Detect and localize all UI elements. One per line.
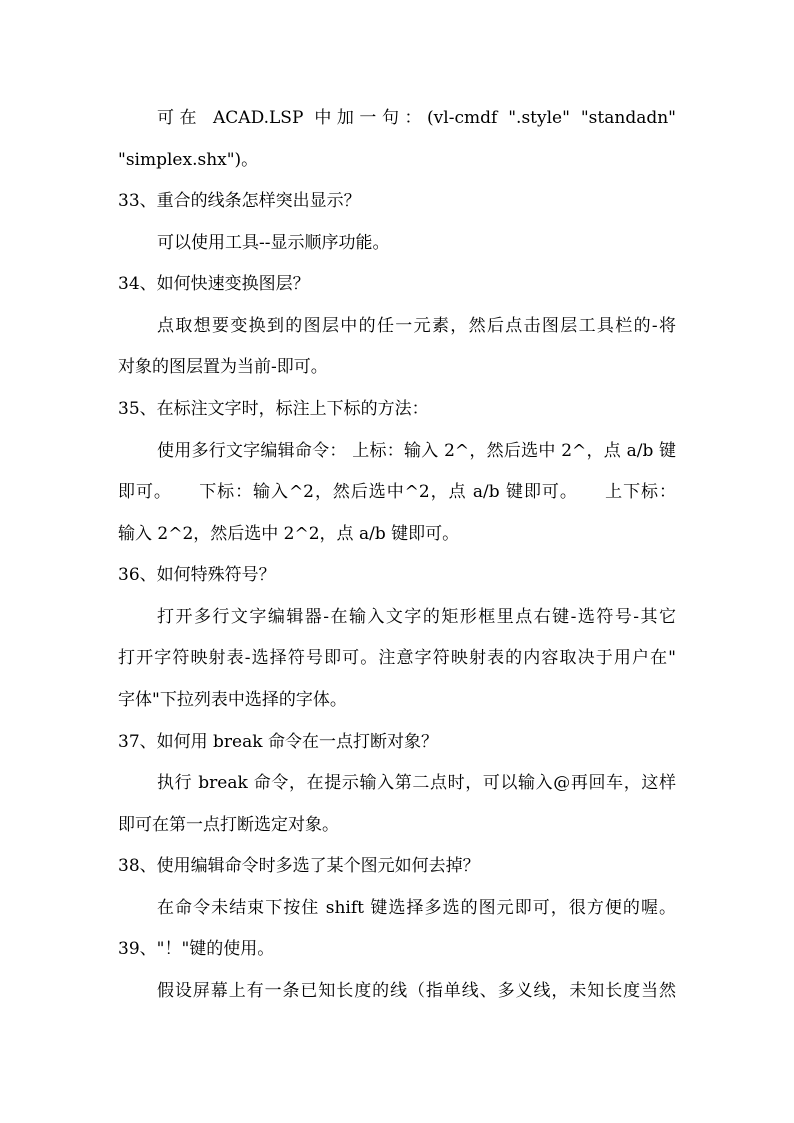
question-heading: 36、如何特殊符号？: [118, 565, 276, 585]
paragraph-line: 即可。 下标：输入^2，然后选中^2，点 a/b 键即可。 上下标：: [118, 482, 676, 502]
paragraph-line: 假设屏幕上有一条已知长度的线（指单线、多义线，未知长度当然: [157, 981, 676, 1001]
paragraph-line: 输入 2^2，然后选中 2^2，点 a/b 键即可。: [118, 524, 460, 544]
paragraph-line: 打开字符映射表-选择符号即可。注意字符映射表的内容取决于用户在": [118, 648, 676, 668]
paragraph-line: 打开多行文字编辑器-在输入文字的矩形框里点右键-选符号-其它: [157, 607, 676, 627]
paragraph-line: 在命令未结束下按住 shift 键选择多选的图元即可，很方便的喔。: [157, 898, 676, 918]
paragraph-line: "simplex.shx")。: [118, 150, 259, 170]
question-heading: 37、如何用 break 命令在一点打断对象？: [118, 732, 438, 752]
question-heading: 34、如何快速变换图层？: [118, 274, 310, 294]
paragraph-line: 点取想要变换到的图层中的任一元素，然后点击图层工具栏的-将: [157, 316, 676, 336]
question-heading: 35、在标注文字时，标注上下标的方法：: [118, 399, 429, 419]
question-heading: 33、重合的线条怎样突出显示？: [118, 191, 361, 211]
paragraph-line: 字体"下拉列表中选择的字体。: [118, 690, 347, 710]
paragraph-line: 执行 break 命令，在提示输入第二点时，可以输入@再回车，这样: [157, 773, 676, 793]
question-heading: 39、"！"键的使用。: [118, 939, 275, 959]
paragraph-line: 即可在第一点打断选定对象。: [118, 815, 339, 835]
paragraph-line: 对象的图层置为当前-即可。: [118, 357, 328, 377]
question-heading: 38、使用编辑命令时多选了某个图元如何去掉？: [118, 856, 480, 876]
paragraph-line: 可以使用工具--显示顺序功能。: [157, 233, 390, 253]
paragraph-line: 使用多行文字编辑命令： 上标：输入 2^，然后选中 2^，点 a/b 键: [157, 441, 676, 461]
paragraph-line: 可在 ACAD.LSP 中加一句：(vl-cmdf ".style" "standadn": [157, 108, 676, 128]
